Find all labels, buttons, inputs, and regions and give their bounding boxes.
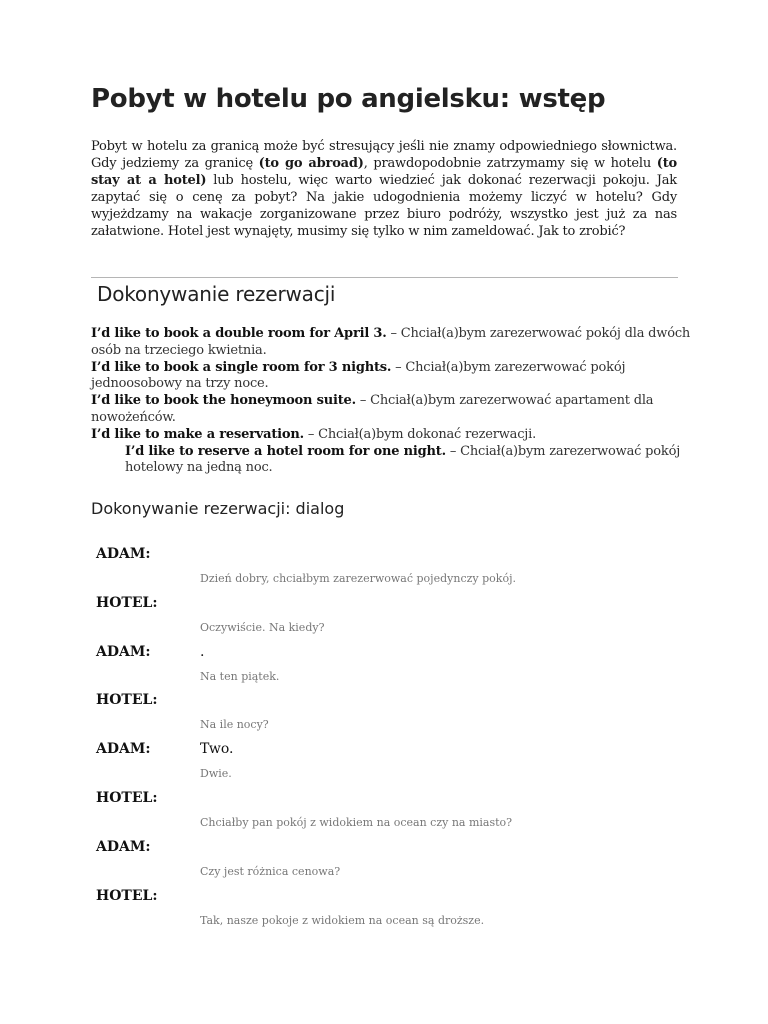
- dialog-translation: Dzień dobry, chciałbym zarezerwować pojedynczy pokój.: [200, 572, 516, 585]
- phrase-item: [91, 326, 691, 360]
- page-title: Pobyt w hotelu po angielsku: wstęp: [91, 84, 606, 114]
- phrase-english: I’d like to book a double room for April 3.: [91, 326, 387, 341]
- dialog-turn: [0, 692, 768, 741]
- intro-text-1: Pobyt w hotelu za granicą może być stresujący jeśli nie znamy odpowiedniego słownictwa. Gdy jedziemy za granicę: [91, 139, 677, 171]
- dialog-translation: Na ile nocy?: [200, 718, 269, 731]
- phrase-item: [91, 444, 691, 478]
- intro-term-stay-at-hotel: (to stay at a hotel): [91, 156, 677, 188]
- dialog-speaker: ADAM:: [96, 839, 151, 855]
- section-title: Dokonywanie rezerwacji: [97, 282, 336, 306]
- dialog-speaker: HOTEL:: [96, 790, 158, 806]
- dialog-translation: Chciałby pan pokój z widokiem na ocean czy na miasto?: [200, 816, 513, 829]
- dialog-translation: Czy jest różnica cenowa?: [200, 865, 341, 878]
- dialog-speaker: ADAM:: [96, 644, 151, 660]
- phrase-polish: – Chciał(a)bym zarezerwować pokój dla dwóch osób na trzeciego kwietnia.: [91, 326, 691, 358]
- dialog-translation: Tak, nasze pokoje z widokiem na ocean są droższe.: [200, 914, 485, 927]
- dialog-turn: [0, 888, 768, 937]
- phrase-item: [91, 427, 691, 444]
- intro-paragraph: [91, 138, 677, 240]
- dialog-translation: Dwie.: [200, 767, 232, 780]
- dialog-speaker: ADAM:: [96, 741, 151, 757]
- phrase-polish: – Chciał(a)bym zarezerwować pokój jednoosobowy na trzy noce.: [91, 359, 626, 392]
- phrase-polish: – Chciał(a)bym zarezerwować pokój hotelowy na jedną noc.: [125, 443, 681, 476]
- intro-text-2: , prawdopodobnie zatrzymamy się w hotelu: [363, 156, 657, 171]
- phrase-polish: – Chciał(a)bym dokonać rezerwacji.: [303, 426, 537, 442]
- dialog-speaker: HOTEL:: [96, 595, 158, 611]
- dialog-speaker: HOTEL:: [96, 888, 158, 904]
- dialog-turn: [0, 741, 768, 790]
- phrase-english: I’d like to reserve a hotel room for one night.: [125, 443, 446, 459]
- dialog-speaker: HOTEL:: [96, 692, 158, 708]
- phrase-item: [91, 393, 691, 427]
- dialog-turn: [0, 644, 768, 693]
- phrase-english: I’d like to make a reservation.: [91, 426, 304, 442]
- dialog-turn: [0, 790, 768, 839]
- intro-term-go-abroad: (to go abroad): [258, 156, 364, 171]
- dialog-title: Dokonywanie rezerwacji: dialog: [91, 499, 345, 518]
- dialog-translation: Na ten piątek.: [200, 670, 280, 683]
- intro-text-3: lub hostelu, więc warto wiedzieć jak dokonać rezerwacji pokoju. Jak zapytać się o cenę za pobyt? Na jakie udogodnienia możemy liczyć w hotelu? Gdy wyjeżdzamy na wakacje zorganizowane przez biuro podróży, wszystko jest już za nas załatwione. Hotel jest wynajęty, musimy się tylko w nim zameldować. Jak to zrobić?: [91, 173, 677, 239]
- phrase-english: I’d like to book a single room for 3 nights.: [91, 359, 392, 375]
- dialog-line: .: [200, 644, 205, 660]
- phrase-polish: – Chciał(a)bym zarezerwować apartament dla nowożeńców.: [91, 393, 654, 425]
- dialog-turn: [0, 546, 768, 595]
- phrase-english: I’d like to book the honeymoon suite.: [91, 393, 356, 409]
- dialog-turn: [0, 595, 768, 644]
- dialog-line: Two.: [200, 741, 234, 757]
- section-divider: [91, 277, 678, 278]
- dialog-translation: Oczywiście. Na kiedy?: [200, 621, 325, 634]
- phrase-item: [91, 360, 691, 394]
- dialog-turn: [0, 839, 768, 888]
- dialog-speaker: ADAM:: [96, 546, 151, 562]
- phrase-list: [91, 326, 691, 477]
